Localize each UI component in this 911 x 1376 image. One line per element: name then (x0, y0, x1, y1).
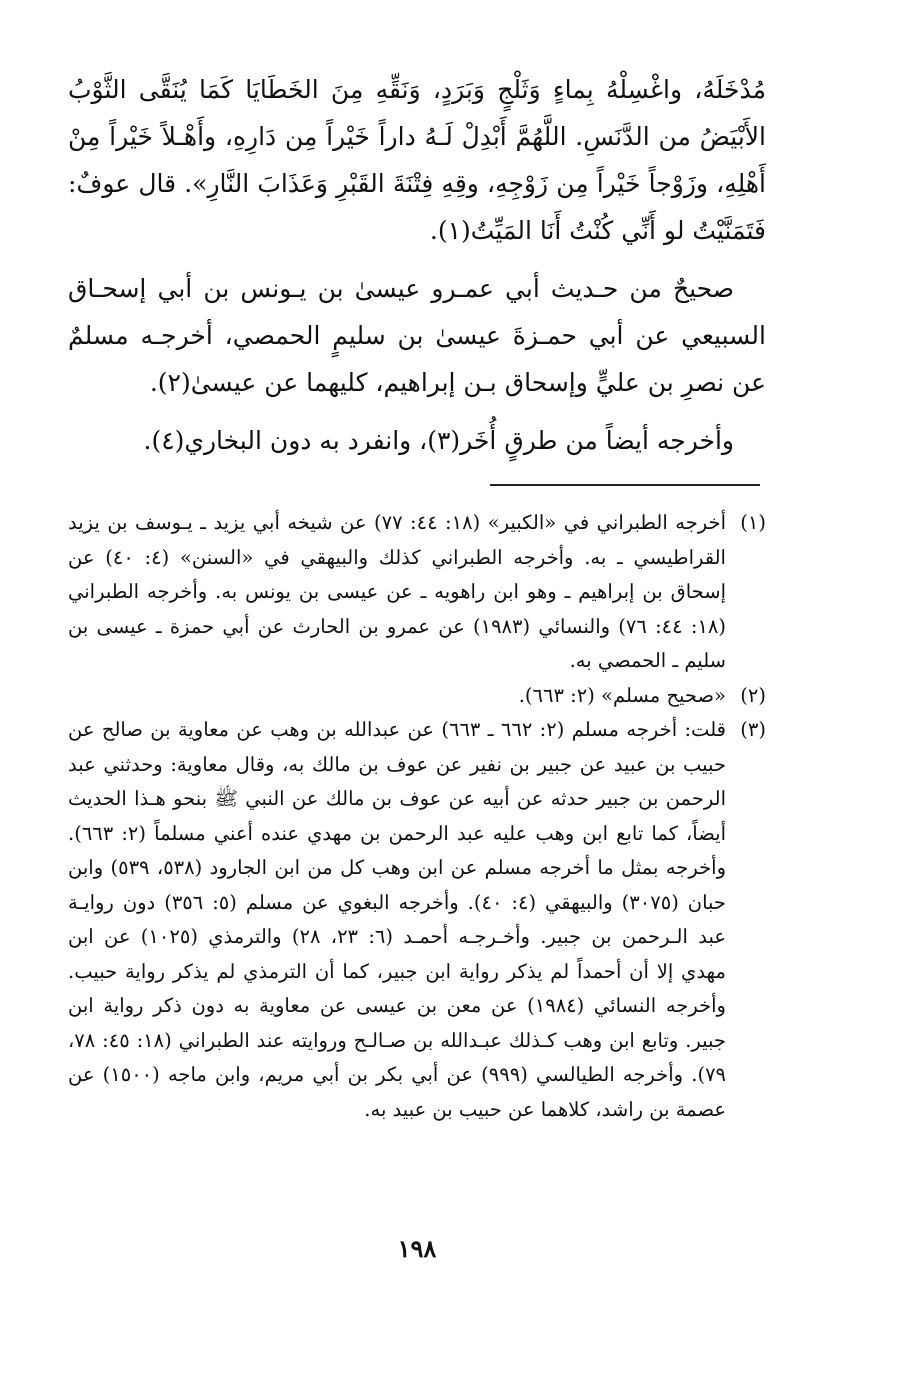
footnote-text: قلت: أخرجه مسلم (٢: ٦٦٢ ـ ٦٦٣) عن عبدالله بن وهب عن معاوية بن صالح عن حبيب بن عبيد عن جبير بن نفير عن عوف بن مالك به، وقال معاوية: وحدثني عبد الرحمن بن جبير حدثه عن أبيه عن عوف بن مالك عن النبي ﷺ بنحو هـذا الحديث أيضاً، كما تابع ابن وهب عليه عبد الرحمن بن مهدي عنده أعني مسلماً (٢: ٦٦٣). وأخرجه بمثل ما أخرجه مسلم عن ابن وهب كل من ابن الجارود (٥٣٨، ٥٣٩) وابن حبان (٣٠٧٥) والبيهقي (٤: ٤٠). وأخرجه البغوي عن مسلم (٥: ٣٥٦) دون روايـة عبد الـرحمن بن جبير. وأخـرجـه أحمـد (٦: ٢٣، ٢٨) والترمذي (١٠٢٥) عن ابن مهدي إلا أن أحمداً لم يذكر رواية ابن جبير، كما أن الترمذي لم يذكر رواية حبيب. وأخرجه النسائي (١٩٨٤) عن معن بن عيسى عن معاوية به دون ذكر رواية ابن جبير. وتابع ابن وهب كـذلك عبـدالله بن صـالـح وروايته عند الطبراني (١٨: ٤٥: ٧٨، ٧٩). وأخرجه الطيالسي (٩٩٩) عن أبي بكر بن أبي مريم، وابن ماجه (١٥٠٠) عن عصمة بن راشد، كلاهما عن حبيب بن عبيد به. (68, 718, 727, 1121)
footnote-3 (68, 713, 766, 1127)
footnote-number: (١) (740, 511, 766, 534)
footnote-text: أخرجه الطبراني في «الكبير» (١٨: ٤٤: ٧٧) عن شيخه أبي يزيد ـ يـوسف بن يزيد القراطيسي ـ به. وأخرجه الطبراني كذلك والبيهقي في «السنن» (٤: ٤٠) عن إسحاق بن إبراهيم ـ وهو ابن راهويه ـ عن عيسى بن يونس به. وأخرجه الطبراني (١٨: ٤٤: ٧٦) والنسائي (١٩٨٣) عن عمرو بن الحارث عن أبي حمزة ـ عيسى بن سليم ـ الحمصي به. (68, 511, 727, 672)
footnote-2 (68, 679, 766, 714)
footnote-1 (68, 506, 766, 679)
footnote-divider (490, 484, 760, 486)
footnotes (68, 506, 766, 1127)
footnote-text: «صحيح مسلم» (٢: ٦٦٣). (518, 683, 726, 707)
page-number: ١٩٨ (397, 1234, 437, 1263)
footnote-number: (٣) (740, 718, 766, 741)
footnote-number: (٢) (740, 683, 766, 707)
main-text (68, 66, 766, 464)
book-page (68, 66, 766, 1316)
main-paragraph-3: وأخرجه أيضاً من طرقٍ أُخَر(٣)، وانفرد به دون البخاري(٤). (143, 426, 734, 455)
main-paragraph-1: مُدْخَلَهُ، واغْسِلْهُ بِماءٍ وَثَلْجٍ وَبَرَدٍ، وَنَقِّهِ مِنَ الخَطَايَا كَمَا يُنَقَّى الثَّوْبُ الأَبْيَضُ من الدَّنَسِ. اللَّهُمَّ أَبْدِلْ لَـهُ داراً خَيْراً مِن دَارِهِ، وأَهْـلاً خَيْراً مِنْ أَهْلِهِ، وزَوْجاً خَيْراً مِن زَوْجِهِ، وقِهِ فِتْنَةَ القَبْرِ وَعَذَابَ النَّارِ». قال عوفٌ: فَتَمَنَّيْتُ لو أَنِّي كُنْتُ أَنَا المَيِّتُ(١). (68, 75, 766, 245)
main-paragraph-2: صحيحٌ من حـديث أبي عمـرو عيسىٰ بن يـونس بن أبي إسحـاق السبيعي عن أبي حمـزةَ عيسىٰ بن سليمٍ الحمصي، أخرجـه مسلمٌ عن نصرِ بن عليٍّ وإسحاق بـن إبراهيم، كليهما عن عيسىٰ(٢). (68, 274, 766, 397)
